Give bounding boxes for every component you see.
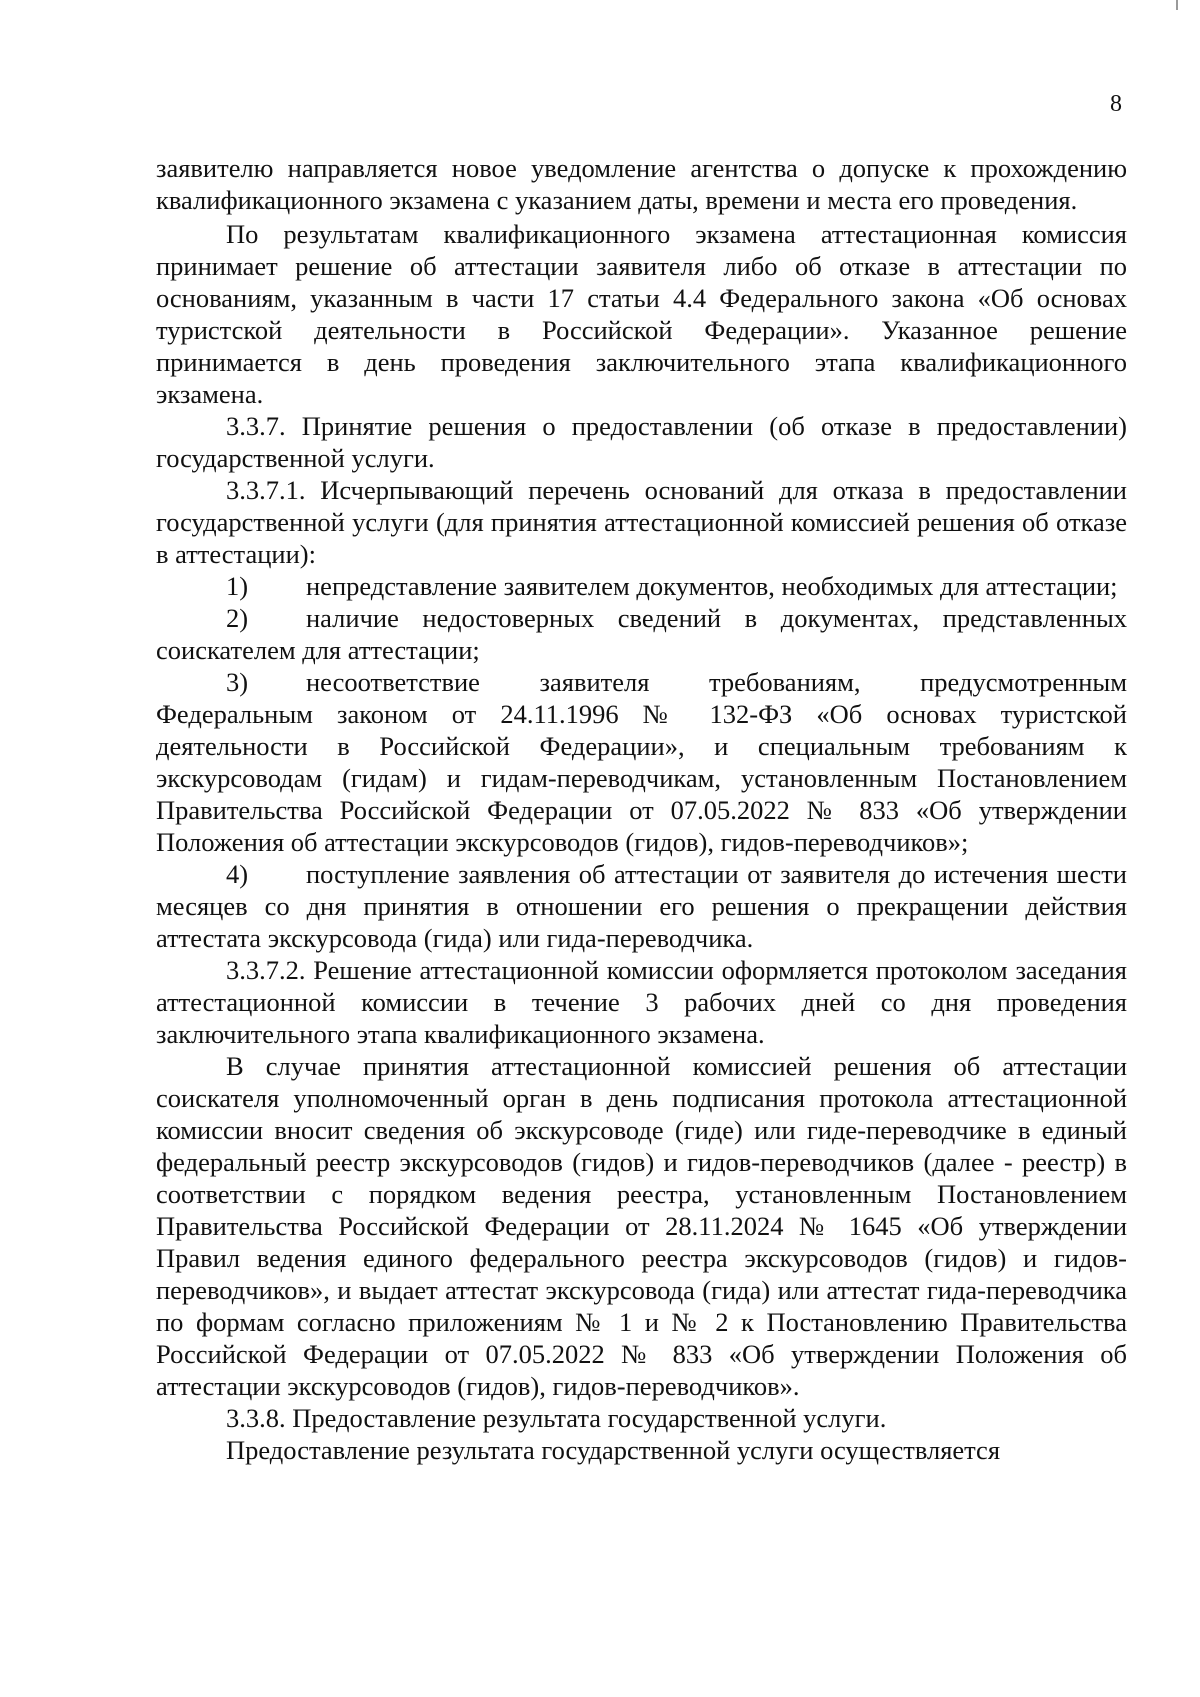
- list-item-text: непредставление заявителем документов, необходимых для аттестации;: [306, 571, 1118, 601]
- list-item: [156, 858, 1127, 954]
- paragraph-section-3-3-8: 3.3.8. Предоставление результата государственной услуги.: [226, 1403, 887, 1433]
- list-item-text: наличие недостоверных сведений в документах, представленных соискателем для аттестации;: [156, 603, 1127, 665]
- paragraph-registry-entry: В случае принятия аттестационной комиссией решения об аттестации соискателя уполномоченный орган в день подписания протокола аттестационной комиссии вносит сведения об экскурсоводе (гиде) или гиде-переводчике в единый федеральный реестр экскурсоводов (гидов) и гидов-переводчиков (далее - реестр) в соответствии с порядком ведения реестра, установленным Постановлением Правительства Российской Федерации от 28.11.2024 № 1645 «Об утверждении Правил ведения единого федерального реестра экскурсоводов (гидов) и гидов-переводчиков», и выдает аттестат экскурсовода (гида) или аттестат гида-переводчика по формам согласно приложениям № 1 и № 2 к Постановлению Правительства Российской Федерации от 07.05.2022 № 833 «Об утверждении Положения об аттестации экскурсоводов (гидов), гидов-переводчиков».: [156, 1051, 1127, 1401]
- paragraph-section-3-3-7-2: 3.3.7.2. Решение аттестационной комиссии оформляется протоколом заседания аттестационной комиссии в течение 3 рабочих дней со дня проведения заключительного этапа квалификационного экзамена.: [156, 955, 1127, 1049]
- paragraph-continuation: заявителю направляется новое уведомление агентства о допуске к прохождению квалификационного экзамена с указанием даты, времени и места его проведения.: [156, 153, 1127, 215]
- paragraph-section-3-3-7-1: 3.3.7.1. Исчерпывающий перечень оснований для отказа в предоставлении государственной услуги (для принятия аттестационной комиссией решения об отказе в аттестации):: [156, 475, 1127, 569]
- document-body: [156, 152, 1127, 1466]
- paragraph-section-3-3-7: 3.3.7. Принятие решения о предоставлении (об отказе в предоставлении) государственной услуги.: [156, 411, 1127, 473]
- list-item: [156, 666, 1127, 858]
- paragraph-result-provision: Предоставление результата государственной услуги осуществляется: [226, 1435, 1001, 1465]
- scan-edge-mark: [1176, 0, 1178, 10]
- paragraph-exam-results: По результатам квалификационного экзамена аттестационная комиссия принимает решение об аттестации заявителя либо об отказе в аттестации по основаниям, указанным в части 17 статьи 4.4 Федерального закона «Об основах туристской деятельности в Российской Федерации». Указанное решение принимается в день проведения заключительного этапа квалификационного экзамена.: [156, 219, 1127, 409]
- list-item-number: 4): [226, 859, 249, 889]
- list-item-text: несоответствие заявителя требованиям, предусмотренным Федеральным законом от 24.11.1996 № 132-ФЗ «Об основах туристской деятельности в Российской Федерации», и специальным требованиям к экскурсоводам (гидам) и гидам-переводчикам, установленным Постановлением Правительства Российской Федерации от 07.05.2022 № 833 «Об утверждении Положения об аттестации экскурсоводов (гидов), гидов-переводчиков»;: [156, 667, 1127, 857]
- list-item-number: 1): [226, 571, 249, 601]
- list-item-number: 2): [226, 603, 249, 633]
- list-item-number: 3): [226, 667, 249, 697]
- page-number: 8: [1110, 91, 1122, 117]
- list-item: [156, 602, 1127, 666]
- list-item: [156, 570, 1127, 602]
- list-item-text: поступление заявления об аттестации от заявителя до истечения шести месяцев со дня принятия в отношении его решения о прекращении действия аттестата экскурсовода (гида) или гида-переводчика.: [156, 859, 1127, 953]
